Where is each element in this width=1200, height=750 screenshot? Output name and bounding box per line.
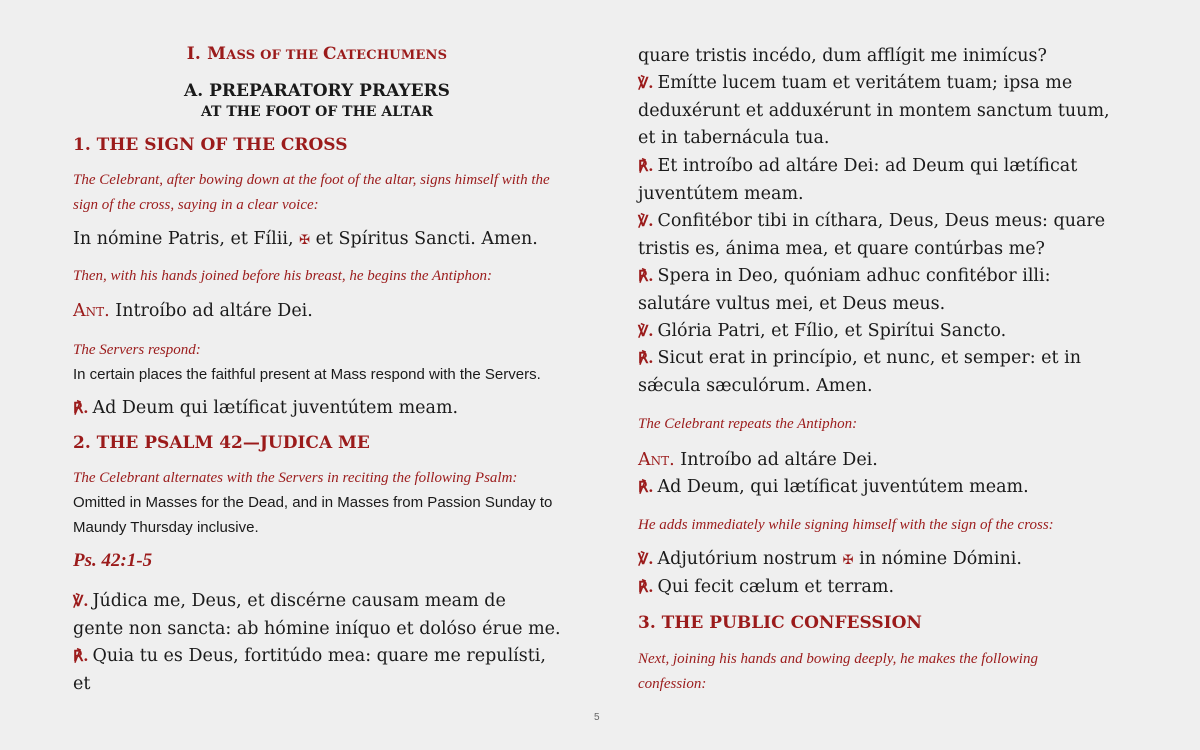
response-icon: ℟. (73, 647, 89, 665)
cross-icon: ✠ (299, 233, 310, 248)
response-icon: ℟. (638, 349, 654, 367)
antiphon: Ant. Introíbo ad altáre Dei. (73, 301, 313, 321)
psalm-reference: Ps. 42:1-5 (73, 550, 153, 571)
response-3: ℟. Et introíbo ad altáre Dei: ad Deum qui lætíficat juventútem meam. (638, 156, 1078, 204)
sign-of-cross-text: In nómine Patris, et Fílii, ✠ et Spíritus Sancti. Amen. (73, 229, 538, 249)
antiphon-label: Ant. (73, 301, 110, 321)
versicle-4: ℣. Glória Patri, et Fílio, et Spirítui Sancto. (638, 321, 1007, 341)
note-faithful: In certain places the faithful present at Mass respond with the Servers. (73, 366, 541, 383)
versicle-icon: ℣. (73, 592, 89, 610)
cross-icon: ✠ (842, 553, 854, 568)
versicle-2: ℣. Emítte lucem tuam et veritátem tuam; ipsa me deduxérunt et adduxérunt in montem sanctum tuum, et in tabernácula tua. (638, 73, 1110, 148)
response-icon: ℟. (638, 578, 654, 596)
heading-sign-of-cross: 1. THE SIGN OF THE CROSS (73, 135, 348, 155)
response-2: ℟. Quia tu es Deus, fortitúdo mea: quare me repulísti, et (73, 646, 546, 694)
rubric-adds: He adds immediately while signing himself with the sign of the cross: (638, 517, 1054, 533)
rubric-antiphon: Then, with his hands joined before his breast, he begins the Antiphon: (73, 268, 493, 284)
antiphon-label: Ant. (638, 450, 675, 470)
note-omitted: Omitted in Masses for the Dead, and in Masses from Passion Sunday to Maundy Thursday inclusive. (73, 494, 553, 536)
rubric-psalm: The Celebrant alternates with the Servers in reciting the following Psalm: (73, 470, 518, 486)
rubric-confession: Next, joining his hands and bowing deeply, he makes the following confession: (638, 651, 1038, 692)
section-title: A. PREPARATORY PRAYERS (184, 81, 450, 101)
part-title: I. MASS OF THE CATECHUMENS (186, 44, 448, 64)
versicle-icon: ℣. (638, 322, 654, 340)
response-4: ℟. Spera in Deo, quóniam adhuc confitébor illi: salutáre vultus mei, et Deus meus. (638, 266, 1051, 314)
rubric-servers: The Servers respond: (73, 342, 201, 358)
response-icon: ℟. (638, 157, 654, 175)
versicle-icon: ℣. (638, 212, 654, 230)
heading-confession: 3. THE PUBLIC CONFESSION (638, 613, 922, 633)
versicle-1: ℣. Júdica me, Deus, et discérne causam meam de gente non sancta: ab hómine iníquo et dolóso érue me. (73, 591, 561, 639)
versicle-icon: ℣. (638, 74, 654, 92)
versicle-5: ℣. Adjutórium nostrum ✠ in nómine Dómini. (638, 549, 1022, 569)
heading-psalm: 2. THE PSALM 42—JUDICA ME (73, 433, 370, 453)
response-icon: ℟. (73, 399, 89, 417)
rubric-repeats: The Celebrant repeats the Antiphon: (638, 416, 858, 432)
page-number: 5 (594, 712, 600, 723)
rubric-bowing: The Celebrant, after bowing down at the foot of the altar, signs himself with the sign of the cross, saying in a clear voice: (73, 172, 550, 213)
psalm-continuation: quare tristis incédo, dum afflígit me inimícus? (638, 46, 1047, 66)
response-1: ℟. Ad Deum qui lætíficat juventútem meam. (73, 398, 459, 418)
response-icon: ℟. (638, 478, 654, 496)
response-5: ℟. Sicut erat in princípio, et nunc, et semper: et in sǽcula sæculórum. Amen. (638, 348, 1081, 396)
versicle-3: ℣. Confitébor tibi in cíthara, Deus, Deus meus: quare tristis es, ánima mea, et quare contúrbas me? (638, 211, 1106, 259)
antiphon-repeat: Ant. Introíbo ad altáre Dei. (638, 450, 878, 470)
section-subtitle: AT THE FOOT OF THE ALTAR (200, 104, 434, 120)
response-icon: ℟. (638, 267, 654, 285)
versicle-icon: ℣. (638, 550, 654, 568)
response-7: ℟. Qui fecit cælum et terram. (638, 577, 895, 597)
response-6: ℟. Ad Deum, qui lætíficat juventútem meam. (638, 477, 1029, 497)
